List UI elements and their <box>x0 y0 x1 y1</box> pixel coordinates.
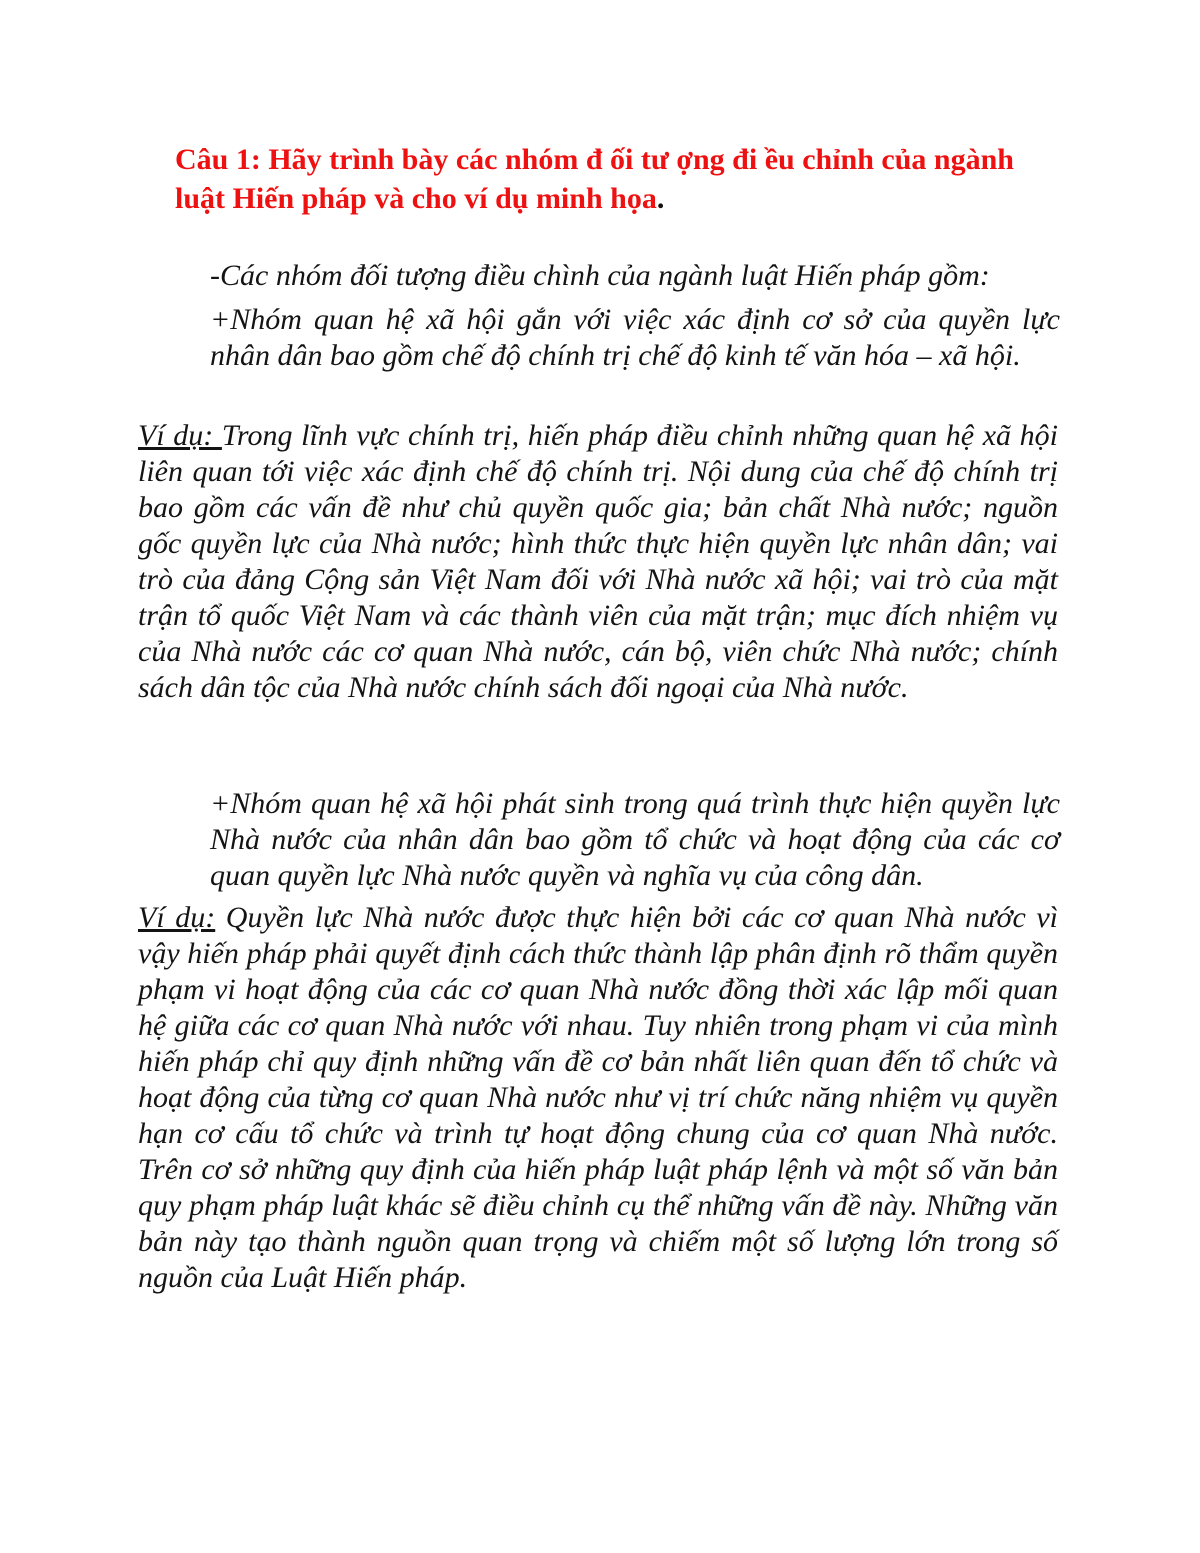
group2-paragraph: +Nhóm quan hệ xã hội phát sinh trong quá trình thực hiện quyền lực Nhà nước của nhân dân bao gồm tổ chức và hoạt động của các cơ quan quyền lực Nhà nước quyền và nghĩa vụ của công dân. <box>210 787 1060 892</box>
question-title <box>175 140 1065 218</box>
question-title-text: Câu 1: Hãy trình bày các nhóm đ ối tư ợng đi ều chỉnh của ngành luật Hiến pháp và cho ví dụ minh họa <box>175 143 1014 215</box>
example2-label: Ví dụ: <box>138 901 216 934</box>
intro-paragraph: -Các nhóm đối tượng điều chình của ngành luật Hiến pháp gồm: <box>210 259 990 292</box>
example2-text: Quyền lực Nhà nước được thực hiện bởi các cơ quan Nhà nước vì vậy hiến pháp phải quyết định cách thức thành lập phân định rõ thẩm quyền phạm vi hoạt động của các cơ quan Nhà nước đồng thời xác lập mối quan hệ giữa các cơ quan Nhà nước với nhau. Tuy nhiên trong phạm vi của mình hiến pháp chỉ quy định những vấn đề cơ bản nhất liên quan đến tổ chức và hoạt động của từng cơ quan Nhà nước như vị trí chức năng nhiệm vụ quyền hạn cơ cấu tổ chức và trình tự hoạt động chung của cơ quan Nhà nước. Trên cơ sở những quy định của hiến pháp luật pháp lệnh và một số văn bản quy phạm pháp luật khác sẽ điều chỉnh cụ thể những vấn đề này. Những văn bản này tạo thành nguồn quan trọng và chiếm một số lượng lớn trong số nguồn của Luật Hiến pháp. <box>138 901 1059 1294</box>
example1-label: Ví dụ: <box>138 419 222 452</box>
group1-paragraph: +Nhóm quan hệ xã hội gắn với việc xác định cơ sở của quyền lực nhân dân bao gồm chế độ chính trị chế độ kinh tế văn hóa – xã hội. <box>210 303 1060 372</box>
example1-text: Trong lĩnh vực chính trị, hiến pháp điều chỉnh những quan hệ xã hội liên quan tới việc xác định chế độ chính trị. Nội dung của chế độ chính trị bao gồm các vấn đề như chủ quyền quốc gia; bản chất Nhà nước; nguồn gốc quyền lực của Nhà nước; hình thức thực hiện quyền lực nhân dân; vai trò của đảng Cộng sản Việt Nam đối với Nhà nước xã hội; vai trò của mặt trận tổ quốc Việt Nam và các thành viên của mặt trận; mục đích nhiệm vụ của Nhà nước các cơ quan Nhà nước, cán bộ, viên chức Nhà nước; chính sách dân tộc của Nhà nước chính sách đối ngoại của Nhà nước. <box>138 419 1059 704</box>
question-title-period: . <box>656 182 665 215</box>
example2-paragraph <box>138 900 1058 1296</box>
example1-paragraph <box>138 418 1058 706</box>
